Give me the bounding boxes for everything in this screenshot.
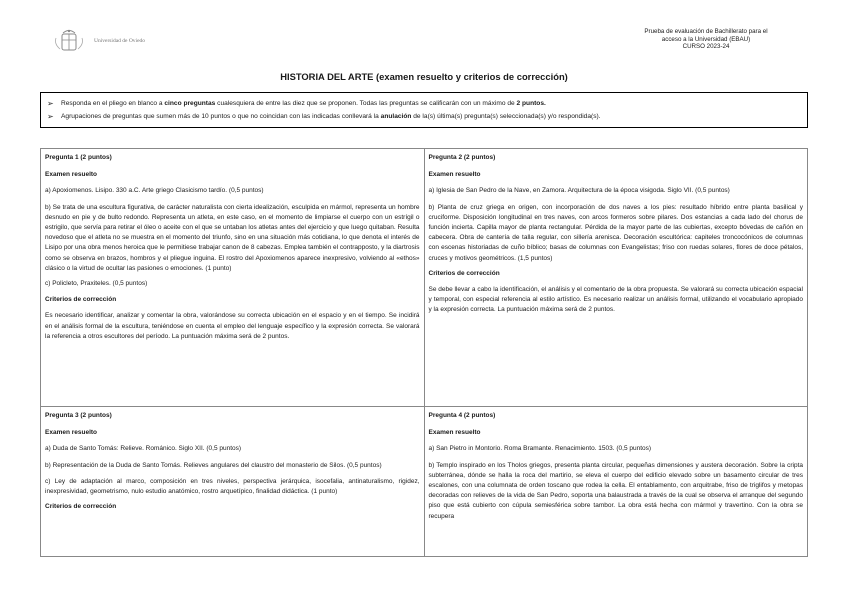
- question-1-criteria-heading: Criterios de corrección: [45, 296, 117, 304]
- question-3-cell: [41, 407, 425, 557]
- arrow-bullet-icon: ➢: [47, 99, 54, 108]
- instruction-1: [47, 97, 801, 110]
- question-2-criteria: Se debe llevar a cabo la identificación, el análisis y el comentario de la obra propuesta. Se valorará su correcta ubicación espacial y temporal, con especial referencia al estilo artístico. Es necesario realizar un análisis formal, utilizando el vocabulario apropiado y la expresión correcta. La puntuación máxima será de 2 puntos.: [428, 286, 803, 314]
- question-3-exam-heading: Examen resuelto: [45, 429, 98, 437]
- instruction-2: [47, 110, 801, 123]
- questions-table: [40, 148, 808, 557]
- question-3-answer-b: b) Representación de la Duda de Santo Tomás. Relieves angulares del claustro del monasterio de Silos. (0,5 puntos): [45, 461, 382, 469]
- question-1-cell: [41, 149, 425, 407]
- question-1-answer-b: b) Se trata de una escultura figurativa, de carácter naturalista con cierta idealización, esculpida en mármol, representa un hombre desnudo en pie y de bulto redondo. Representa un atleta, en este caso, en el momento de limpiarse el cuerpo con un estrígil o estrigilo, que servía para retirar el óleo o aceite con el que se untaban los atletas antes del ejercicio y que luego quitaban. Resulta novedoso que el atleta no se muestra en el momento del triunfo, sino en una situación más cotidiana, lo que denota el interés de Lisipo por una obra menos heroica que le permitiese trabajar canon de 8 cabezas. Emplea también el contrapposto, y la diartrosis como se observa en brazos, hombros y el pliegue inguina. El rostro del Apoxiomenos aparece inexpresivo, volviendo al «ethos» clásico o la virtud de ocultar las pasiones o emociones. (1 punto): [45, 203, 420, 272]
- question-2-exam-heading: Examen resuelto: [428, 171, 481, 179]
- instructions-box: [40, 92, 808, 128]
- instruction-1-text: Responda en el pliego en blanco a cinco preguntas cualesquiera de entre las diez que se proponen. Todas las preguntas se calificarán con un máximo de 2 puntos.: [61, 100, 546, 107]
- header-line-2: acceso a la Universidad (EBAU): [661, 35, 751, 43]
- question-4-answer-a: a) San Pietro in Montorio. Roma Bramante. Renacimiento. 1503. (0,5 puntos): [428, 445, 652, 453]
- question-4-answer-b: b) Templo inspirado en los Tholos griegos, presenta planta circular, pequeñas dimensiones y austera decoración. Sobre la cripta subterránea, dónde se halla la roca del martirio, se eleva el cuerpo del edificio elevado sobre un basamento circular de tres escalones, con una columnata de orden toscano que rodea la cella. El entablamento, con arquitrabe, friso de triglifos y metopas decoradas con relieves de la vida de San Pedro, soporta una balaustrada a través de la cual se observa el arranque del segundo piso que está cubierto con cúpula semiesférica sobre tambor. La obra está hecha con mármol y travertino. Con la obra se recupera: [428, 461, 803, 520]
- instruction-2-text: Agrupaciones de preguntas que sumen más de 10 puntos o que no coincidan con las indicadas conllevará la anulación de la(s) última(s) pregunta(s) seleccionada(s) y/o respondida(s).: [61, 113, 601, 120]
- question-1-answer-c: c) Policleto, Praxiteles. (0,5 puntos): [45, 280, 148, 288]
- question-4-title: Pregunta 4 (2 puntos): [428, 412, 496, 419]
- question-2-title: Pregunta 2 (2 puntos): [428, 154, 496, 161]
- logo-text: Universidad de Oviedo: [94, 38, 146, 44]
- question-4-exam-heading: Examen resuelto: [428, 429, 481, 437]
- question-2-answer-b: b) Planta de cruz griega en origen, con incorporación de dos naves a los pies: resultado híbrido entre planta basilical y cruciforme. Disposición longitudinal en tres naves, con arcos formeros sobre pilares. Dos estancias a cada lado del chorus de función incierta. Capilla mayor de planta rectangular. Pérdida de la mayor parte de las cubiertas, excepto bóvedas de cañón en cabecera. Obra de cantería de talla regular, con sillería arenisca. Decoración escultórica: capiteles troncocónicos de columnas con escenas historiadas de cuño bíblico; basas de columnas con Evangelistas; friso con ruedas solares, flores de doce pétalos, cruces y motivos geométricos. (1,5 puntos): [428, 203, 803, 262]
- university-logo: [52, 28, 152, 54]
- question-1-title: Pregunta 1 (2 puntos): [45, 154, 112, 161]
- header-line-1: Prueba de evaluación de Bachillerato para el: [644, 28, 768, 35]
- question-3-title: Pregunta 3 (2 puntos): [45, 412, 112, 419]
- question-1-answer-a: a) Apoxiomenos. Lisipo. 330 a.C. Arte griego Clasicismo tardío. (0,5 puntos): [45, 187, 264, 195]
- question-2-cell: [424, 149, 808, 407]
- exam-header-info: [626, 28, 786, 51]
- question-2-answer-a: a) Iglesia de San Pedro de la Nave, en Zamora. Arquitectura de la época visigoda. Siglo VII. (0,5 puntos): [428, 187, 730, 195]
- question-3-answer-a: a) Duda de Santo Tomás: Relieve. Románico. Siglo XII. (0,5 puntos): [45, 445, 242, 453]
- header-line-3: CURSO 2023-24: [682, 43, 730, 51]
- question-3-answer-c: c) Ley de adaptación al marco, composición en tres niveles, perspectiva jerárquica, isocefalia, antinaturalismo, rigidez, inexpresividad, geometrismo, nulo estudio anatómico, rostro arquetípico, finalidad didáctica. (1 punto): [45, 477, 420, 496]
- question-1-exam-heading: Examen resuelto: [45, 171, 98, 179]
- crest-icon: [52, 28, 88, 54]
- question-2-criteria-heading: Criterios de corrección: [428, 269, 500, 277]
- question-3-criteria-heading: Criterios de corrección: [45, 503, 117, 511]
- question-1-criteria: Es necesario identificar, analizar y comentar la obra, valorándose su correcta ubicación en el espacio y en el tiempo. Se incidirá en el análisis formal de la escultura, teniéndose en cuenta el empleo del lenguaje específico y la expresión correcta. Se valorará la referencia a otros escultores del período. La puntuación máxima será de 2 puntos.: [45, 312, 420, 340]
- page-title: HISTORIA DEL ARTE (examen resuelto y criterios de corrección): [280, 71, 568, 82]
- question-4-cell: [424, 407, 808, 557]
- arrow-bullet-icon: ➢: [47, 112, 54, 121]
